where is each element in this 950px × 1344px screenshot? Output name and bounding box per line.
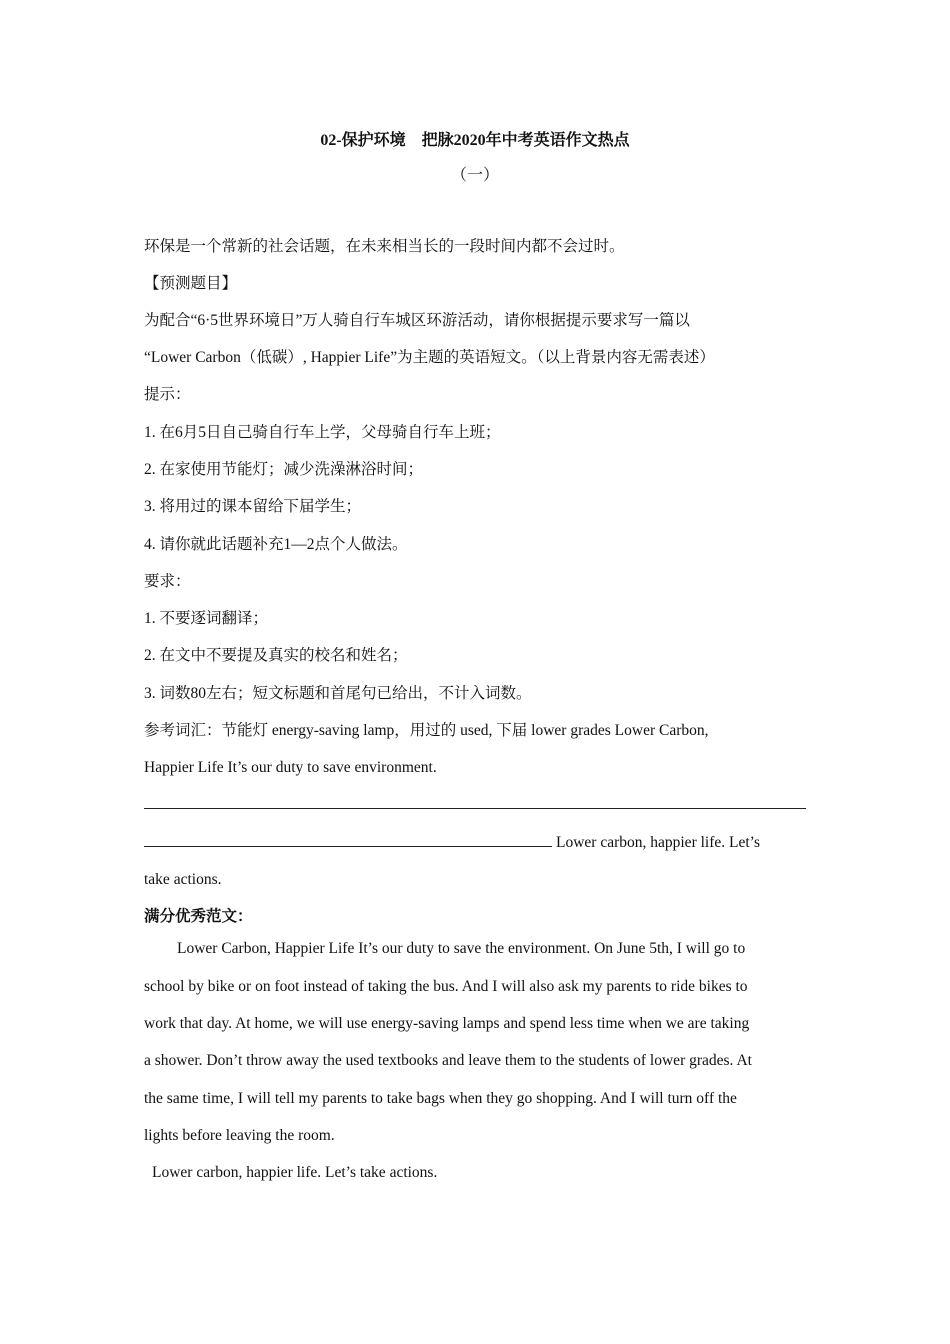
- sample-label: 满分优秀范文：: [144, 908, 253, 925]
- section-heading-topic: 【预测题目】: [144, 275, 238, 292]
- sample-essay-line: work that day. At home, we will use energy-saving lamps and spend less time when we are taking: [144, 1015, 750, 1032]
- hint-item: 4. 请你就此话题补充1—2点个人做法。: [144, 536, 408, 553]
- vocab-line: Happier Life It’s our duty to save environment.: [144, 759, 437, 776]
- answer-blank-line[interactable]: [144, 794, 809, 816]
- answer-blank-line[interactable]: [144, 832, 809, 854]
- sample-essay-line: lights before leaving the room.: [144, 1127, 335, 1144]
- hints-label: 提示：: [144, 386, 191, 403]
- page-subtitle: （一）: [450, 167, 499, 184]
- vocab-line: 参考词汇：节能灯 energy-saving lamp，用过的 used, 下届 lower grades Lower Carbon,: [144, 722, 709, 739]
- blank-end-text: Lower carbon, happier life. Let’s: [556, 834, 760, 851]
- blank-end-text: take actions.: [144, 871, 222, 888]
- answer-blank[interactable]: [144, 832, 552, 847]
- hint-item: 1. 在6月5日自己骑自行车上学，父母骑自行车上班；: [144, 424, 501, 441]
- closing-line: Lower carbon, happier life. Let’s take actions.: [152, 1164, 438, 1181]
- sample-essay-line: Lower Carbon, Happier Life It’s our duty to save the environment. On June 5th, I will go to: [177, 940, 746, 957]
- intro-paragraph: 环保是一个常新的社会话题，在未来相当长的一段时间内都不会过时。: [144, 238, 625, 255]
- prompt-line: “Lower Carbon（低碳）, Happier Life”为主题的英语短文。（以上背景内容无需表述）: [144, 349, 715, 366]
- requirement-item: 3. 词数80左右；短文标题和首尾句已给出，不计入词数。: [144, 685, 532, 702]
- sample-essay-line: school by bike or on foot instead of taking the bus. And I will also ask my parents to ride bikes to: [144, 978, 748, 995]
- hint-item: 3. 将用过的课本留给下届学生；: [144, 498, 362, 515]
- requirement-item: 2. 在文中不要提及真实的校名和姓名；: [144, 647, 408, 664]
- answer-blank[interactable]: [144, 794, 806, 809]
- prompt-line: 为配合“6·5世界环境日”万人骑自行车城区环游活动，请你根据提示要求写一篇以: [144, 312, 690, 329]
- sample-essay-line: a shower. Don’t throw away the used textbooks and leave them to the students of lower grades. At: [144, 1052, 752, 1069]
- requirements-label: 要求：: [144, 573, 191, 590]
- sample-essay-line: the same time, I will tell my parents to take bags when they go shopping. And I will turn off the: [144, 1090, 737, 1107]
- page-title: 02-保护环境 把脉2020年中考英语作文热点: [320, 132, 630, 149]
- requirement-item: 1. 不要逐词翻译；: [144, 610, 269, 627]
- hint-item: 2. 在家使用节能灯；减少洗澡淋浴时间；: [144, 461, 424, 478]
